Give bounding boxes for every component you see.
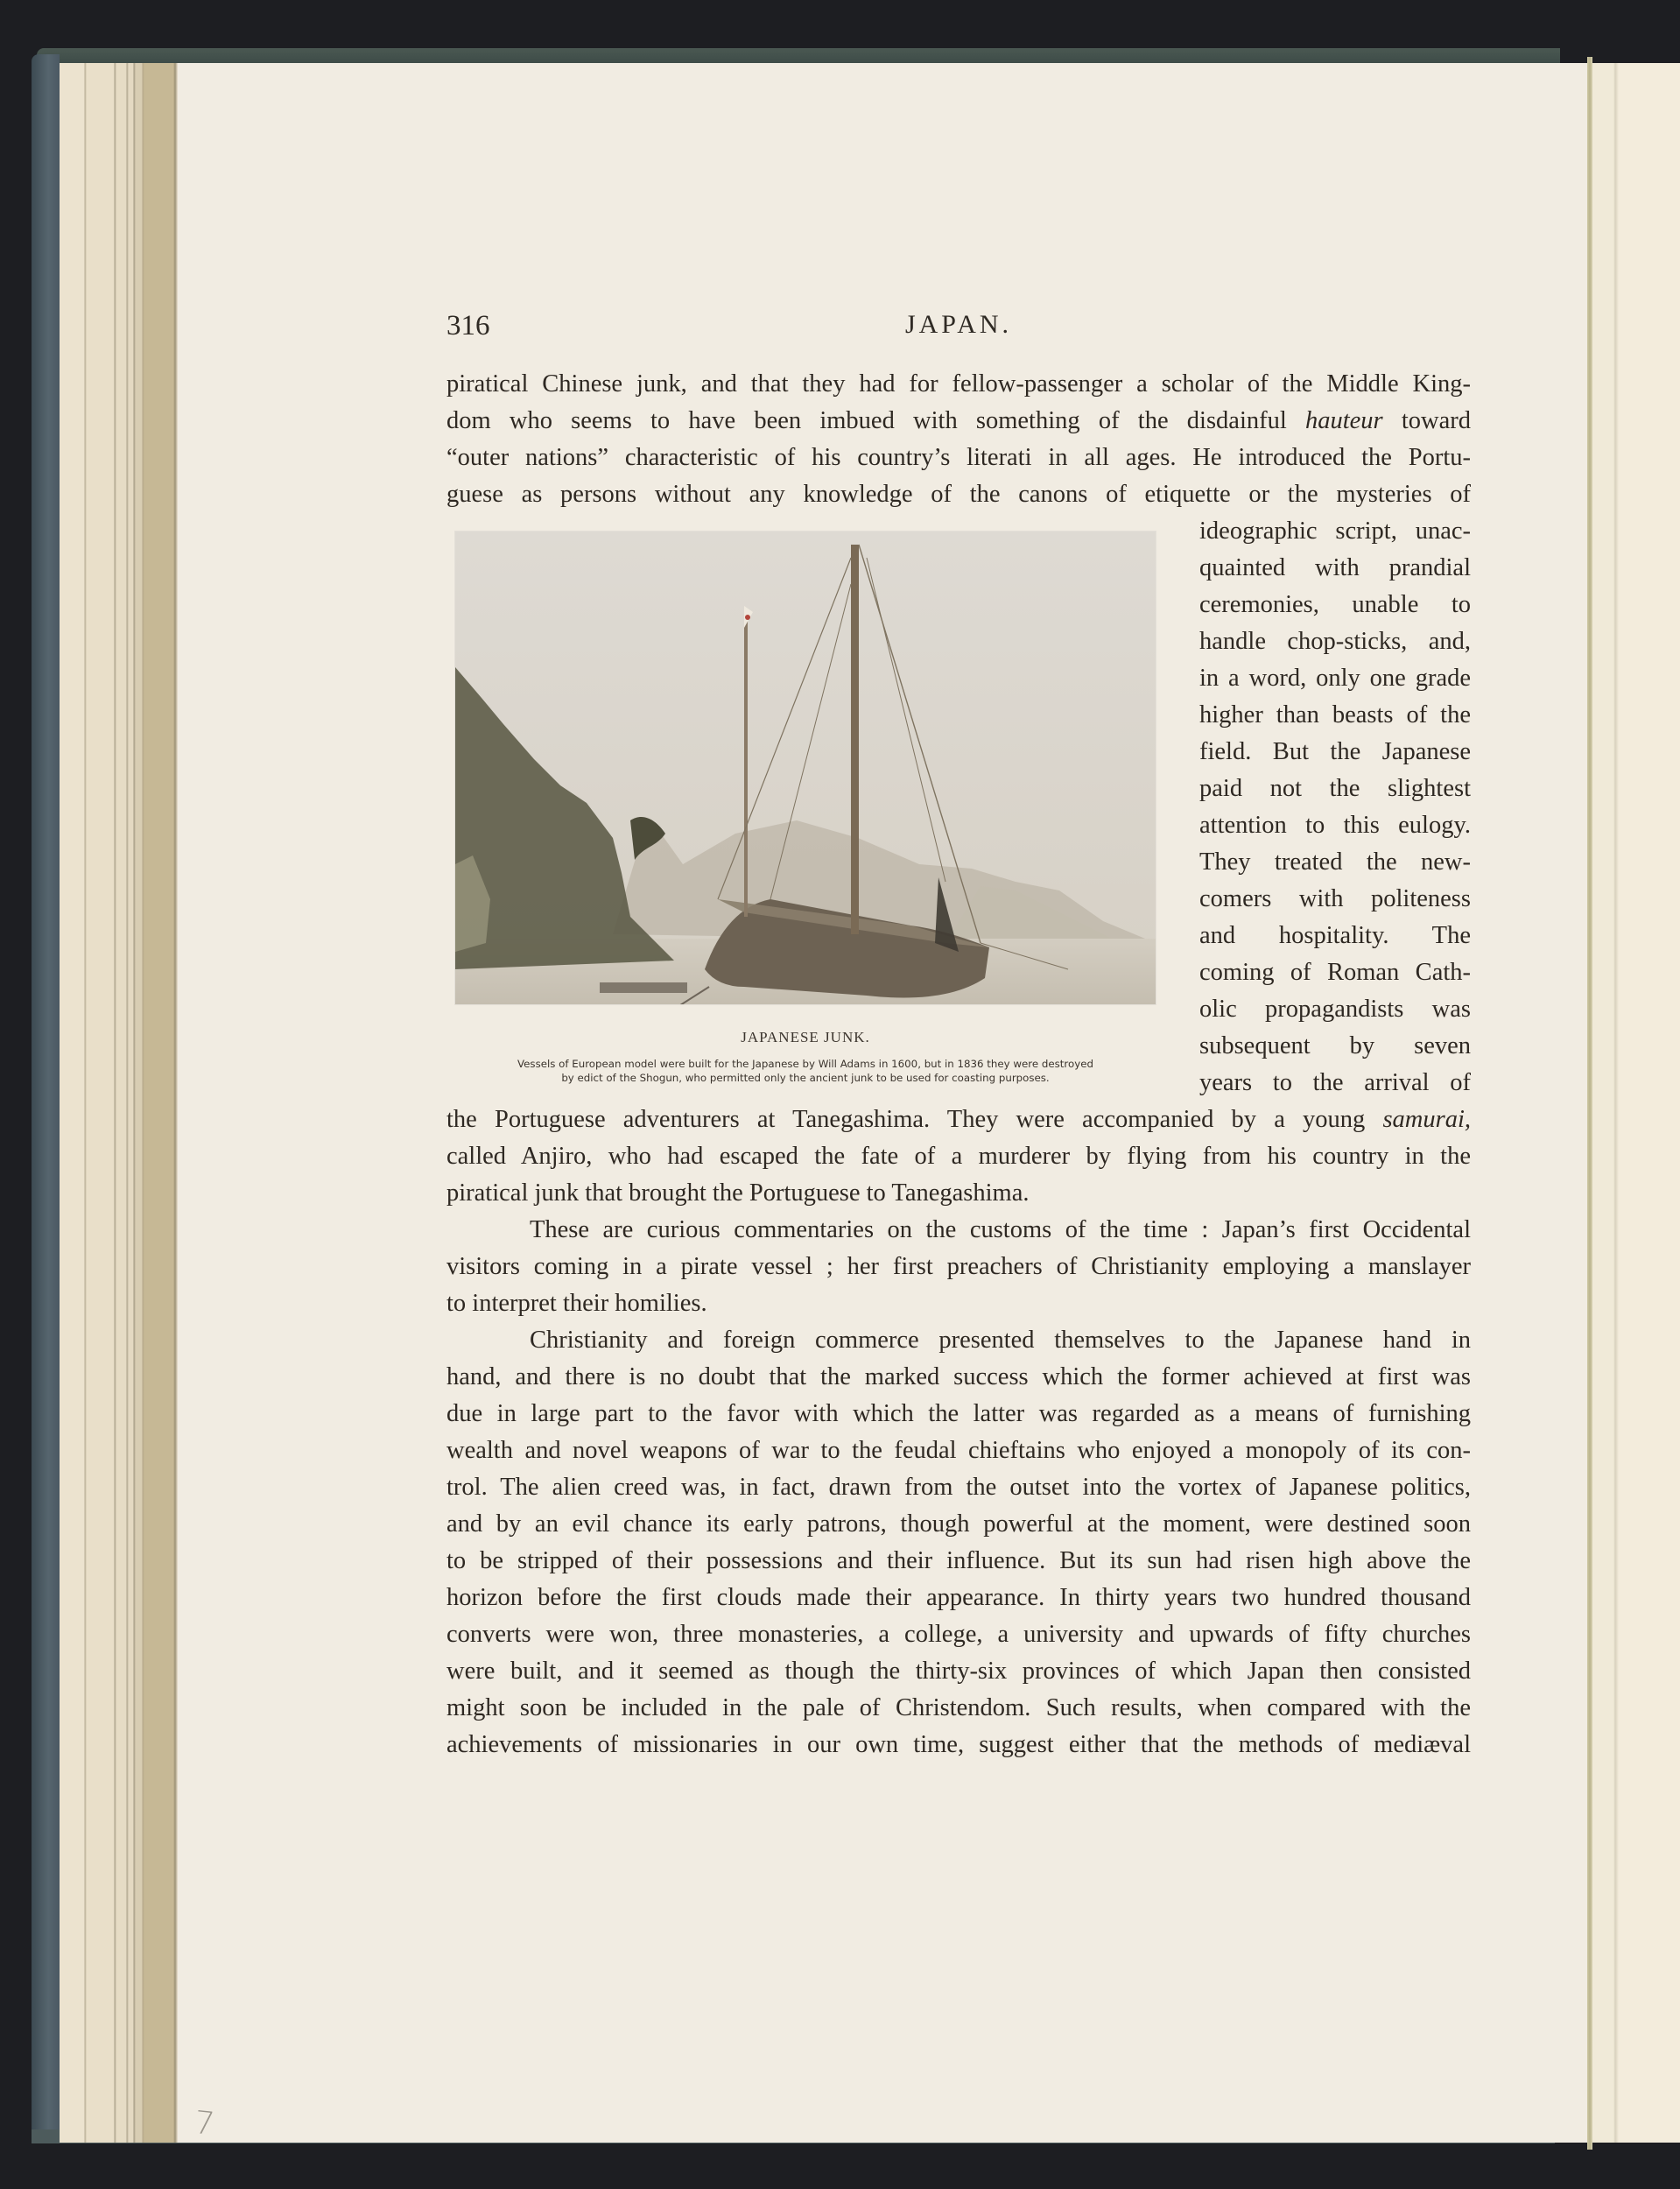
fore-mast bbox=[744, 619, 748, 917]
facing-page-edge bbox=[1592, 63, 1680, 2143]
side-text-line: years to the arrival of bbox=[1199, 1069, 1471, 1096]
italic-word: samurai, bbox=[1382, 1106, 1472, 1133]
text-line: piratical Chinese junk, and that they had for fellow-passenger a scholar of the Middle King- bbox=[446, 370, 1471, 398]
photo-illustration bbox=[455, 531, 1156, 1004]
figure-caption-body bbox=[455, 1057, 1156, 1085]
text-line: converts were won, three monasteries, a college, a university and upwards of fifty churches bbox=[446, 1621, 1471, 1648]
text-line: These are curious commentaries on the customs of the time : Japan’s first Occidental bbox=[530, 1216, 1471, 1243]
side-text-line: ceremonies, unable to bbox=[1199, 591, 1471, 618]
stacked-page-edges bbox=[60, 63, 178, 2143]
text-span: toward bbox=[1401, 407, 1471, 434]
side-text-line: subsequent by seven bbox=[1199, 1032, 1471, 1059]
caption-line: Vessels of European model were built for the Japanese by Will Adams in 1600, but in 1836 they were destroyed bbox=[517, 1058, 1093, 1070]
small-boat bbox=[600, 982, 687, 993]
side-text-line: coming of Roman Cath- bbox=[1199, 959, 1471, 986]
text-span: dom who seems to have been imbued with something of the disdainful bbox=[446, 407, 1287, 434]
text-line: called Anjiro, who had escaped the fate of a murderer by flying from his country in the bbox=[446, 1143, 1471, 1170]
side-text-line: olic propagandists was bbox=[1199, 996, 1471, 1023]
text-line: achievements of missionaries in our own time, suggest either that the methods of mediæval bbox=[446, 1731, 1471, 1758]
text-span: the Portuguese adventurers at Tanegashima. They were accompanied by a young bbox=[446, 1106, 1366, 1133]
text-line: “outer nations” characteristic of his country’s literati in all ages. He introduced the Portu- bbox=[446, 444, 1471, 471]
running-title: JAPAN. bbox=[904, 310, 1013, 339]
text-line: to be stripped of their possessions and their influence. But its sun had risen high above the bbox=[446, 1547, 1471, 1574]
side-text-line: They treated the new- bbox=[1199, 848, 1471, 876]
figure-caption-title: JAPANESE JUNK. bbox=[741, 1029, 870, 1045]
text-line: trol. The alien creed was, in fact, drawn from the outset into the vortex of Japanese politics, bbox=[446, 1474, 1471, 1501]
side-text-line: paid not the slightest bbox=[1199, 775, 1471, 802]
side-text-line: and hospitality. The bbox=[1199, 922, 1471, 949]
text-line: Christianity and foreign commerce presented themselves to the Japanese hand in bbox=[530, 1327, 1471, 1354]
flag-sun bbox=[745, 615, 750, 620]
text-line: to interpret their homilies. bbox=[446, 1290, 707, 1317]
text-line: wealth and novel weapons of war to the feudal chieftains who enjoyed a monopoly of its con- bbox=[446, 1437, 1471, 1464]
side-text-line: in a word, only one grade bbox=[1199, 665, 1471, 692]
side-text-line: comers with politeness bbox=[1199, 885, 1471, 912]
side-text-line: handle chop-sticks, and, bbox=[1199, 628, 1471, 655]
text-line: hand, and there is no doubt that the marked success which the former achieved at first was bbox=[446, 1363, 1471, 1390]
book-cover-spine bbox=[32, 54, 60, 2143]
text-line: due in large part to the favor with which the latter was regarded as a means of furnishing bbox=[446, 1400, 1471, 1427]
text-line: visitors coming in a pirate vessel ; her first preachers of Christianity employing a manslayer bbox=[446, 1253, 1471, 1280]
caption-line: by edict of the Shogun, who permitted only the ancient junk to be used for coasting purposes. bbox=[561, 1072, 1050, 1084]
text-line: horizon before the first clouds made their appearance. In thirty years two hundred thousand bbox=[446, 1584, 1471, 1611]
text-line bbox=[446, 403, 1471, 440]
text-line: were built, and it seemed as though the thirty-six provinces of which Japan then consisted bbox=[446, 1658, 1471, 1685]
text-line: guese as persons without any knowledge of the canons of etiquette or the mysteries of bbox=[446, 481, 1471, 508]
pencil-annotation: 7 bbox=[192, 2104, 216, 2143]
main-mast bbox=[851, 545, 859, 934]
text-line: and by an evil chance its early patrons, though powerful at the moment, were destined soon bbox=[446, 1510, 1471, 1538]
side-text-line: higher than beasts of the bbox=[1199, 701, 1471, 728]
text-line bbox=[446, 1102, 1471, 1138]
text-line: piratical junk that brought the Portuguese to Tanegashima. bbox=[446, 1179, 1030, 1207]
side-text-line: field. But the Japanese bbox=[1199, 738, 1471, 765]
side-text-line: ideographic script, unac- bbox=[1199, 517, 1471, 545]
italic-word: hauteur bbox=[1304, 407, 1383, 434]
page-number: 316 bbox=[446, 310, 490, 341]
side-text-line: attention to this eulogy. bbox=[1199, 812, 1471, 839]
text-line: might soon be included in the pale of Christendom. Such results, when compared with the bbox=[446, 1694, 1471, 1721]
running-head bbox=[446, 306, 1471, 350]
junk-photograph bbox=[455, 531, 1156, 1004]
side-text-line: quainted with prandial bbox=[1199, 554, 1471, 581]
